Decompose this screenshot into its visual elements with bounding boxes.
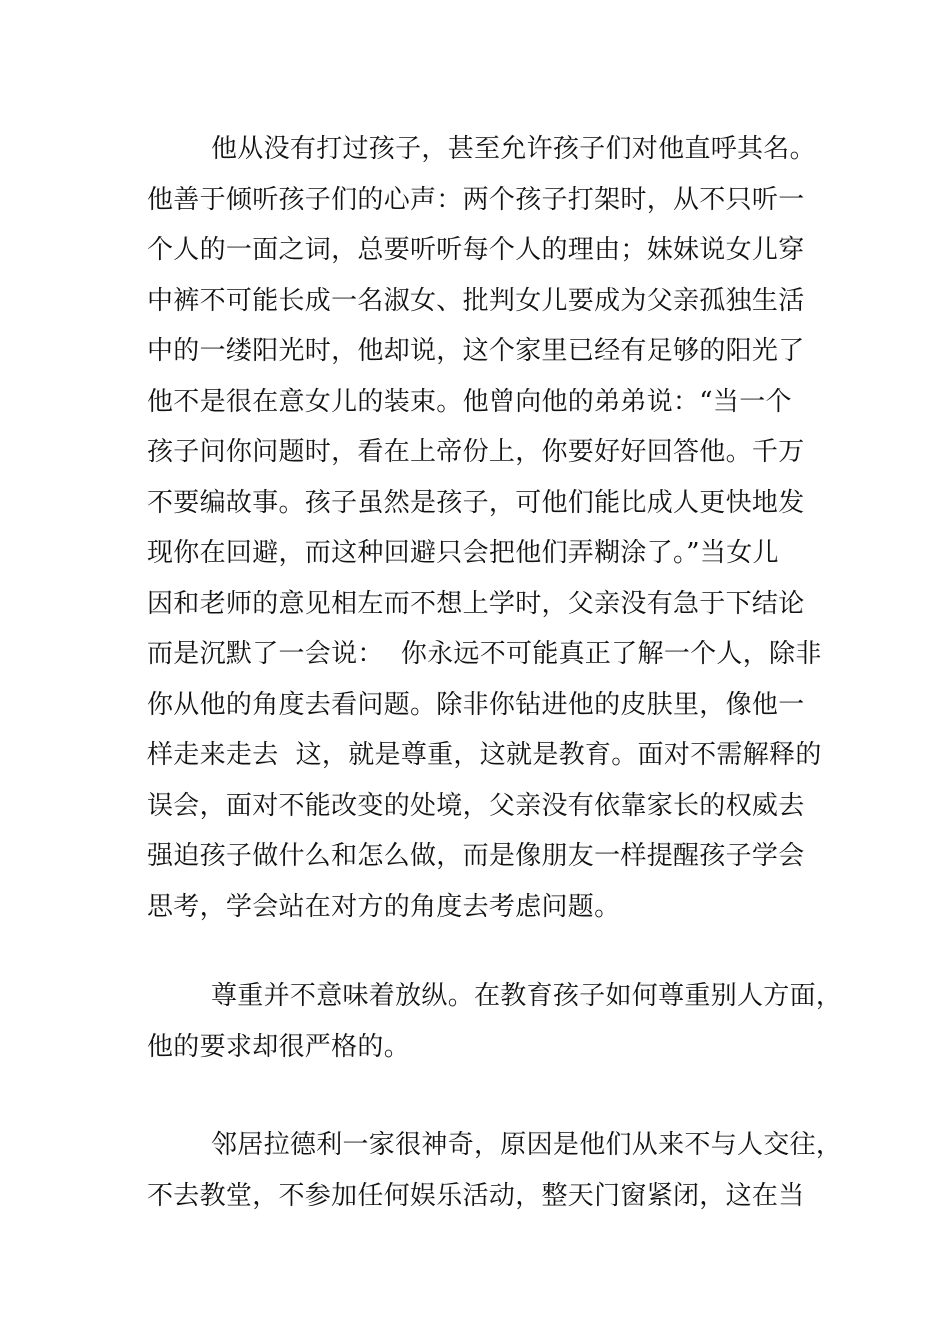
paragraph-1 — [147, 124, 822, 932]
paragraph-line: 而是沉默了一会说： 你永远不可能真正了解一个人，除非 — [147, 639, 822, 669]
paragraph-line: 因和老师的意见相左而不想上学时，父亲没有急于下结论 — [147, 588, 805, 619]
paragraph-line: 孩子问你问题时，看在上帝份上，你要好好回答他。千万 — [147, 437, 805, 467]
paragraph-line: 强迫孩子做什么和怎么做，而是像朋友一样提醒孩子学会 — [147, 841, 805, 871]
paragraph-2 — [147, 971, 843, 1072]
paragraph-line: 中裤不可能长成一名淑女、批判女儿要成为父亲孤独生活 — [147, 285, 805, 316]
paragraph-line: 中的一缕阳光时，他却说，这个家里已经有足够的阳光了 — [147, 336, 805, 366]
paragraph-line: 尊重并不意味着放纵。在教育孩子如何尊重别人方面， — [211, 981, 843, 1011]
paragraph-line: 他的要求却很严格的。 — [147, 1031, 411, 1062]
paragraph-line: 他从没有打过孩子，甚至允许孩子们对他直呼其名。 — [211, 134, 816, 164]
paragraph-line: 个人的一面之词，总要听听每个人的理由；妹妹说女儿穿 — [147, 235, 805, 265]
paragraph-line: 现你在回避，而这种回避只会把他们弄糊涂了。”当女儿 — [147, 538, 779, 568]
paragraph-line: 他善于倾听孩子们的心声：两个孩子打架时，从不只听一 — [147, 184, 805, 215]
paragraph-line: 你从他的角度去看问题。除非你钻进他的皮肤里，像他一 — [147, 689, 805, 720]
paragraph-line: 不要编故事。孩子虽然是孩子，可他们能比成人更快地发 — [147, 487, 805, 518]
paragraph-line: 不去教堂，不参加任何娱乐活动，整天门窗紧闭，这在当 — [147, 1180, 805, 1211]
paragraph-line: 思考，学会站在对方的角度去考虑问题。 — [147, 891, 621, 922]
paragraph-line: 样走来走去 这，就是尊重，这就是教育。面对不需解释的 — [147, 740, 822, 770]
paragraph-3 — [147, 1120, 843, 1221]
paragraph-line: 误会，面对不能改变的处境，父亲没有依靠家长的权威去 — [147, 790, 805, 821]
paragraph-line: 邻居拉德利一家很神奇，原因是他们从来不与人交往， — [211, 1130, 843, 1160]
paragraph-line: 他不是很在意女儿的装束。他曾向他的弟弟说：“当一个 — [147, 386, 792, 417]
